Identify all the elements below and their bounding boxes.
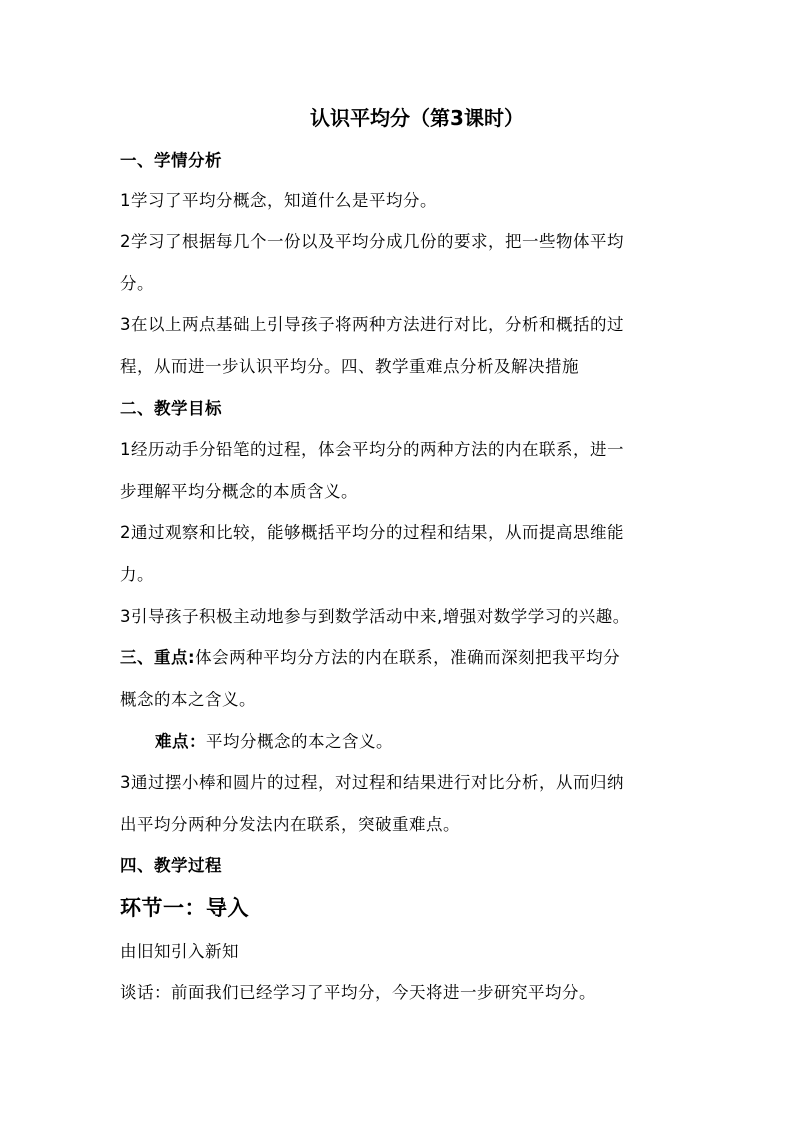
sub-heading: 环节一：导入 bbox=[120, 896, 249, 920]
section-heading-1: 一、学情分析 bbox=[120, 151, 222, 170]
difficulty-text: 平均分概念的本之含义。 bbox=[206, 732, 393, 751]
paragraph-line: 1学习了平均分概念，知道什么是平均分。 bbox=[120, 191, 437, 210]
paragraph-line: 力。 bbox=[120, 565, 154, 584]
paragraph-line: 由旧知引入新知 bbox=[120, 942, 239, 961]
section-heading-4: 四、教学过程 bbox=[120, 856, 222, 875]
difficulty-line bbox=[155, 731, 393, 753]
paragraph-line: 2学习了根据每几个一份以及平均分成几份的要求，把一些物体平均 bbox=[120, 232, 624, 251]
paragraph-line: 3通过摆小棒和圆片的过程，对过程和结果进行对比分析，从而归纳 bbox=[120, 773, 624, 792]
key-points-line bbox=[120, 647, 620, 669]
section-heading-2: 二、教学目标 bbox=[120, 399, 222, 418]
document-title: 认识平均分（第3课时） bbox=[310, 106, 524, 130]
difficulty-label: 难点： bbox=[155, 732, 206, 751]
paragraph-line: 2通过观察和比较，能够概括平均分的过程和结果，从而提高思维能 bbox=[120, 523, 624, 542]
paragraph-line: 概念的本之含义。 bbox=[120, 690, 256, 709]
paragraph-line: 3引导孩子积极主动地参与到数学活动中来,增强对数学学习的兴趣。 bbox=[120, 607, 630, 626]
key-points-label: 三、重点: bbox=[120, 648, 196, 667]
paragraph-line: 程，从而进一步认识平均分。四、教学重难点分析及解决措施 bbox=[120, 357, 579, 376]
paragraph-line: 分。 bbox=[120, 274, 154, 293]
paragraph-line: 3在以上两点基础上引导孩子将两种方法进行对比，分析和概括的过 bbox=[120, 315, 624, 334]
paragraph-line: 1经历动手分铅笔的过程，体会平均分的两种方法的内在联系，进一 bbox=[120, 440, 624, 459]
paragraph-line: 出平均分两种分发法内在联系，突破重难点。 bbox=[120, 815, 460, 834]
paragraph-line: 步理解平均分概念的本质含义。 bbox=[120, 482, 358, 501]
paragraph-line: 谈话：前面我们已经学习了平均分，今天将进一步研究平均分。 bbox=[120, 983, 596, 1002]
key-points-text: 体会两种平均分方法的内在联系，准确而深刻把我平均分 bbox=[195, 648, 621, 667]
